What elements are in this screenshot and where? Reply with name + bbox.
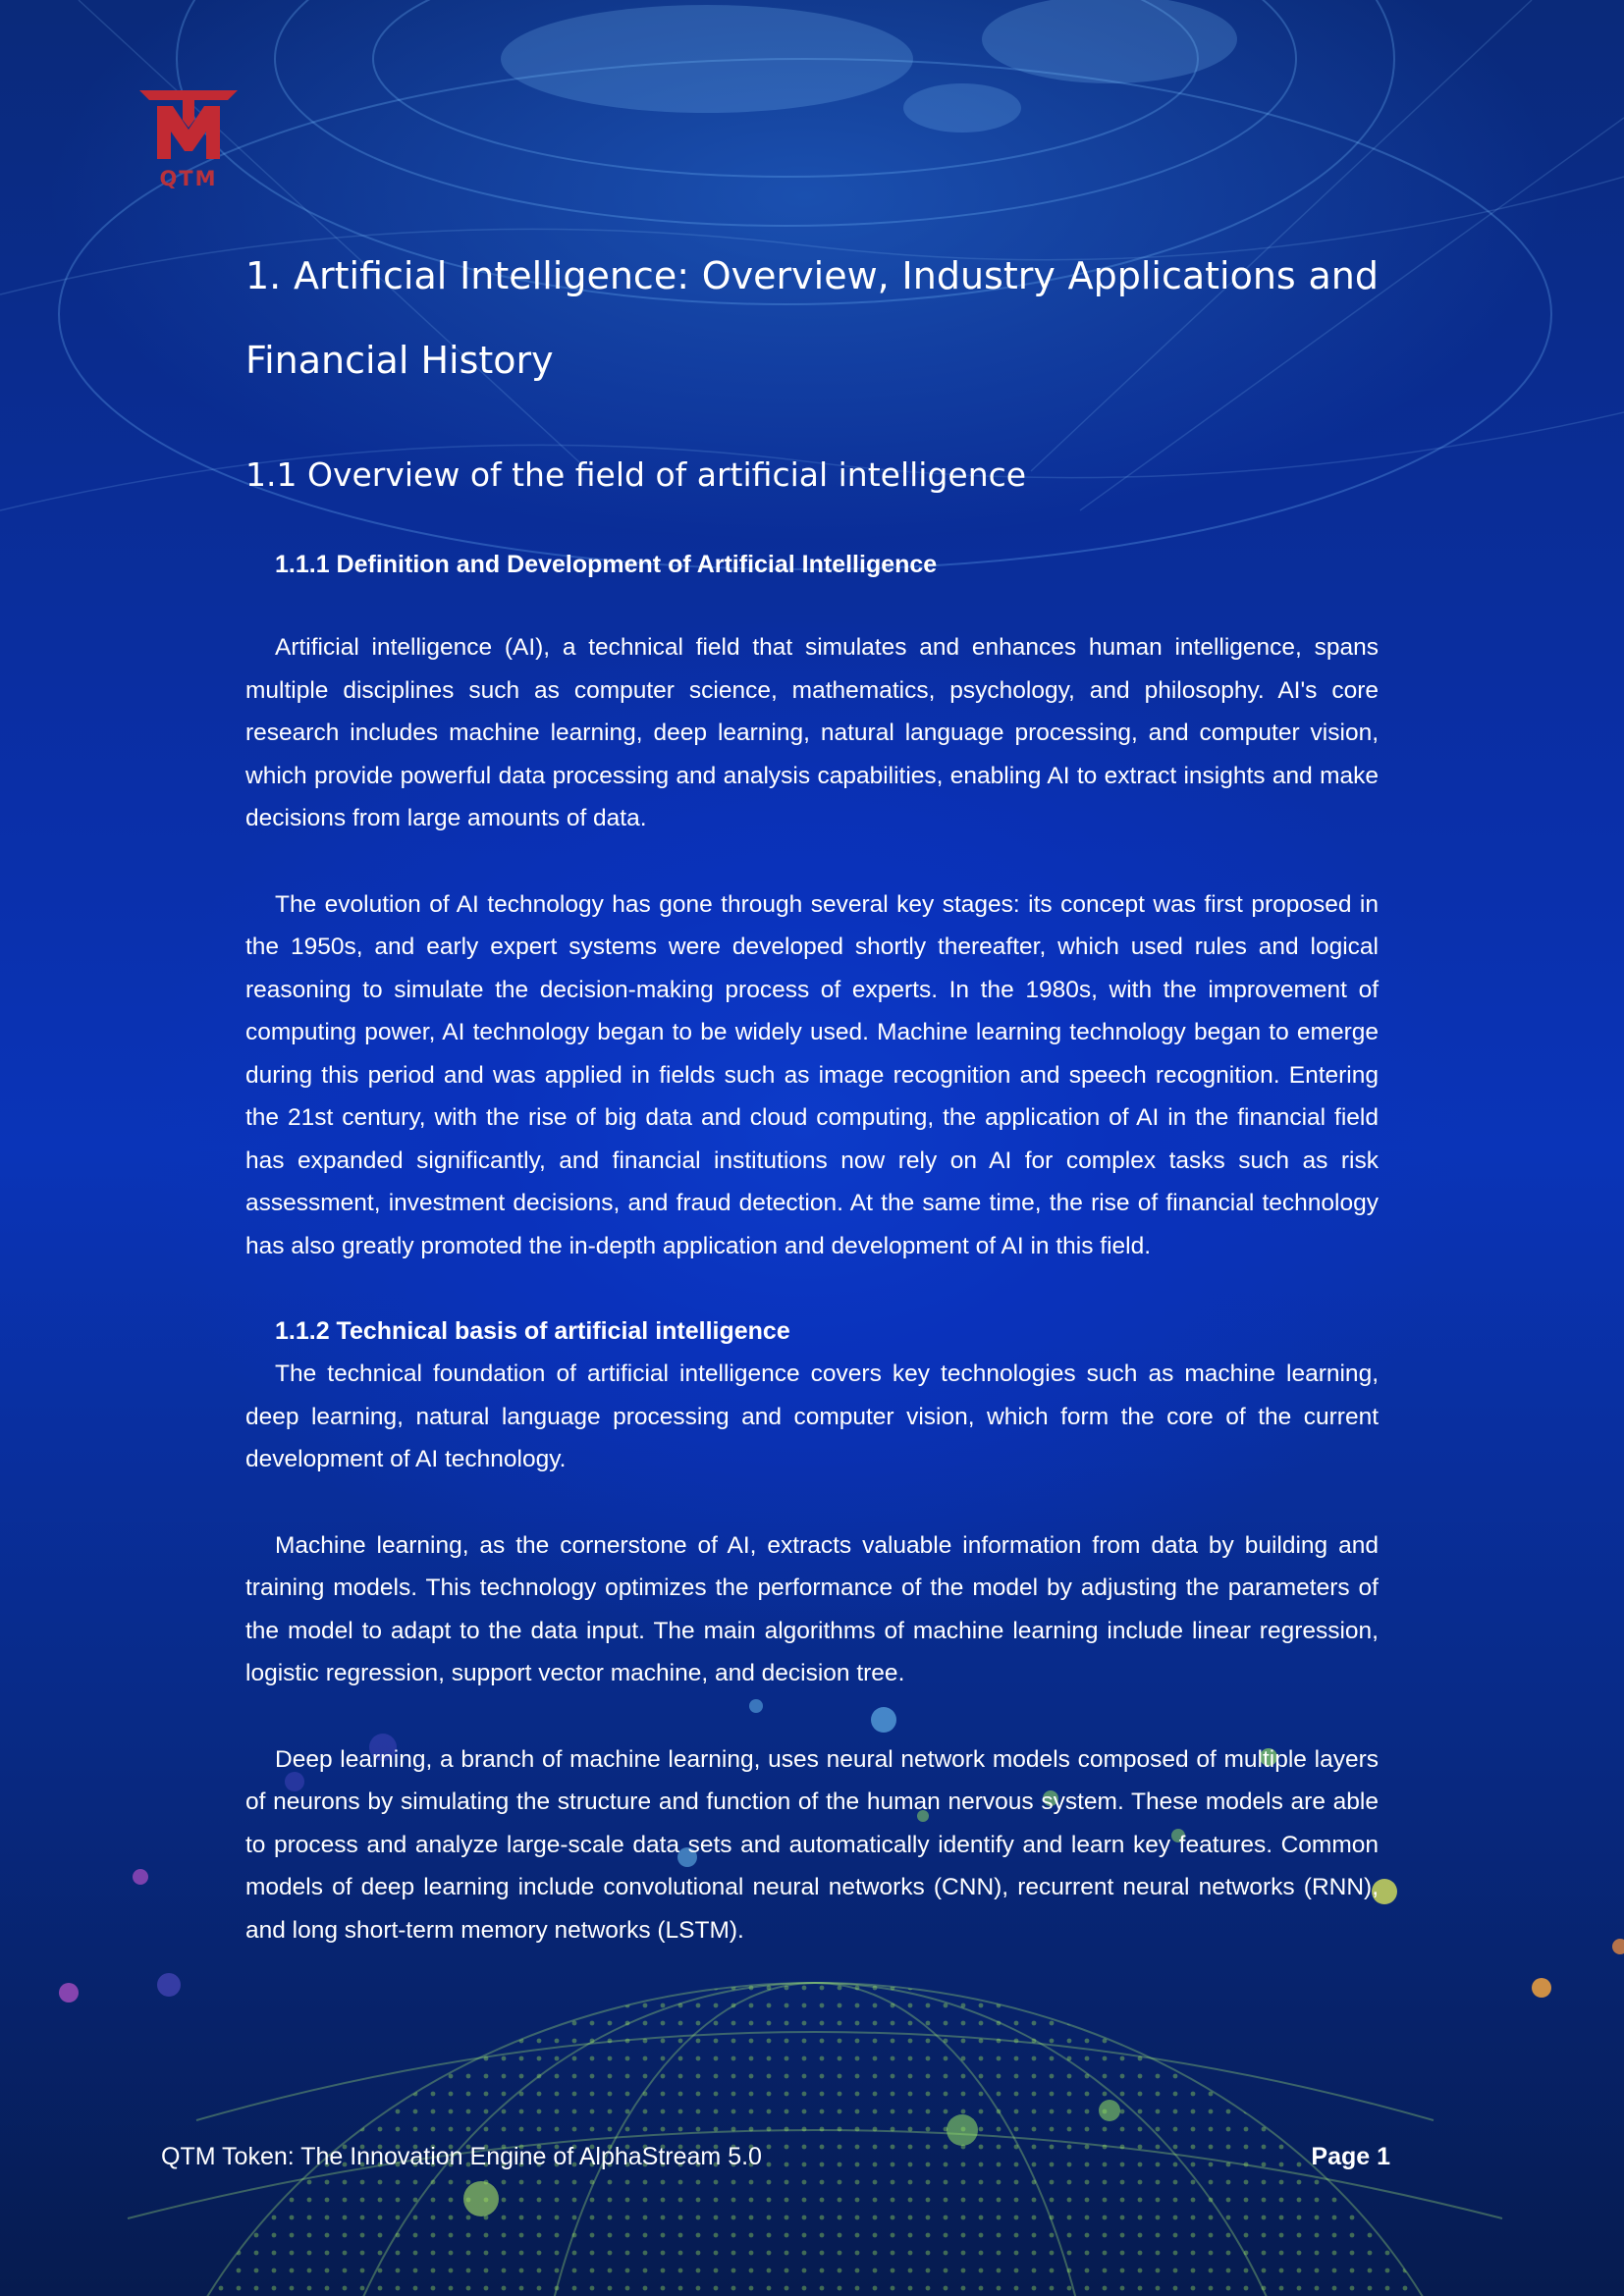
section-1-1-2-heading: 1.1.2 Technical basis of artificial intelligence <box>275 1317 790 1345</box>
paragraph: Artificial intelligence (AI), a technical field that simulates and enhances human intelligence, spans multiple disciplines such as computer science, mathematics, psychology, and philosophy. AI's core research includes machine learning, deep learning, natural language processing, and computer vision, which provide powerful data processing and analysis capabilities, enabling AI to extract insights and make decisions from large amounts of data. <box>245 634 1379 831</box>
footer-document-title: QTM Token: The Innovation Engine of AlphaStream 5.0 <box>161 2143 762 2170</box>
paragraph: Deep learning, a branch of machine learning, uses neural network models composed of multiple layers of neurons by simulating the structure and function of the human nervous system. These models are able to process and analyze large-scale data sets and automatically identify and learn key features. Common models of deep learning include convolutional neural networks (CNN), recurrent neural networks (RNN), and long short-term memory networks (LSTM). <box>245 1745 1379 1944</box>
section-1-1-1-heading: 1.1.1 Definition and Development of Artificial Intelligence <box>275 551 938 578</box>
section-1-1-heading: 1.1 Overview of the field of artificial intelligence <box>245 455 1027 494</box>
logo-text: QTM <box>159 167 218 190</box>
paragraph: The evolution of AI technology has gone through several key stages: its concept was first proposed in the 1950s, and early expert systems were developed shortly thereafter, which used rules and logical reasoning to simulate the decision-making process of experts. In the 1980s, with the improvement of computing power, AI technology began to be widely used. Machine learning technology began to emerge during this period and was applied in fields such as image recognition and speech recognition. Entering the 21st century, with the rise of big data and cloud computing, the application of AI in the financial field has expanded significantly, and financial institutions now rely on AI for complex tasks such as risk assessment, investment decisions, and fraud detection. At the same time, the rise of financial technology has also greatly promoted the in-depth application and development of AI in this field. <box>245 890 1379 1259</box>
qtm-logo-mark-icon <box>137 84 240 167</box>
paragraph: The technical foundation of artificial intelligence covers key technologies such as machine learning, deep learning, natural language processing and computer vision, which form the core of the current development of AI technology. <box>245 1361 1379 1472</box>
document-body <box>245 234 1379 1951</box>
paragraph: Machine learning, as the cornerstone of AI, extracts valuable information from data by building and training models. This technology optimizes the performance of the model by adjusting the parameters of the model to adapt to the data input. The main algorithms of machine learning include linear regression, logistic regression, support vector machine, and decision tree. <box>245 1531 1379 1686</box>
document-title: 1. Artificial Intelligence: Overview, Industry Applications and Financial History <box>245 254 1379 382</box>
page-number: Page 1 <box>1311 2143 1390 2170</box>
qtm-logo <box>137 84 240 192</box>
